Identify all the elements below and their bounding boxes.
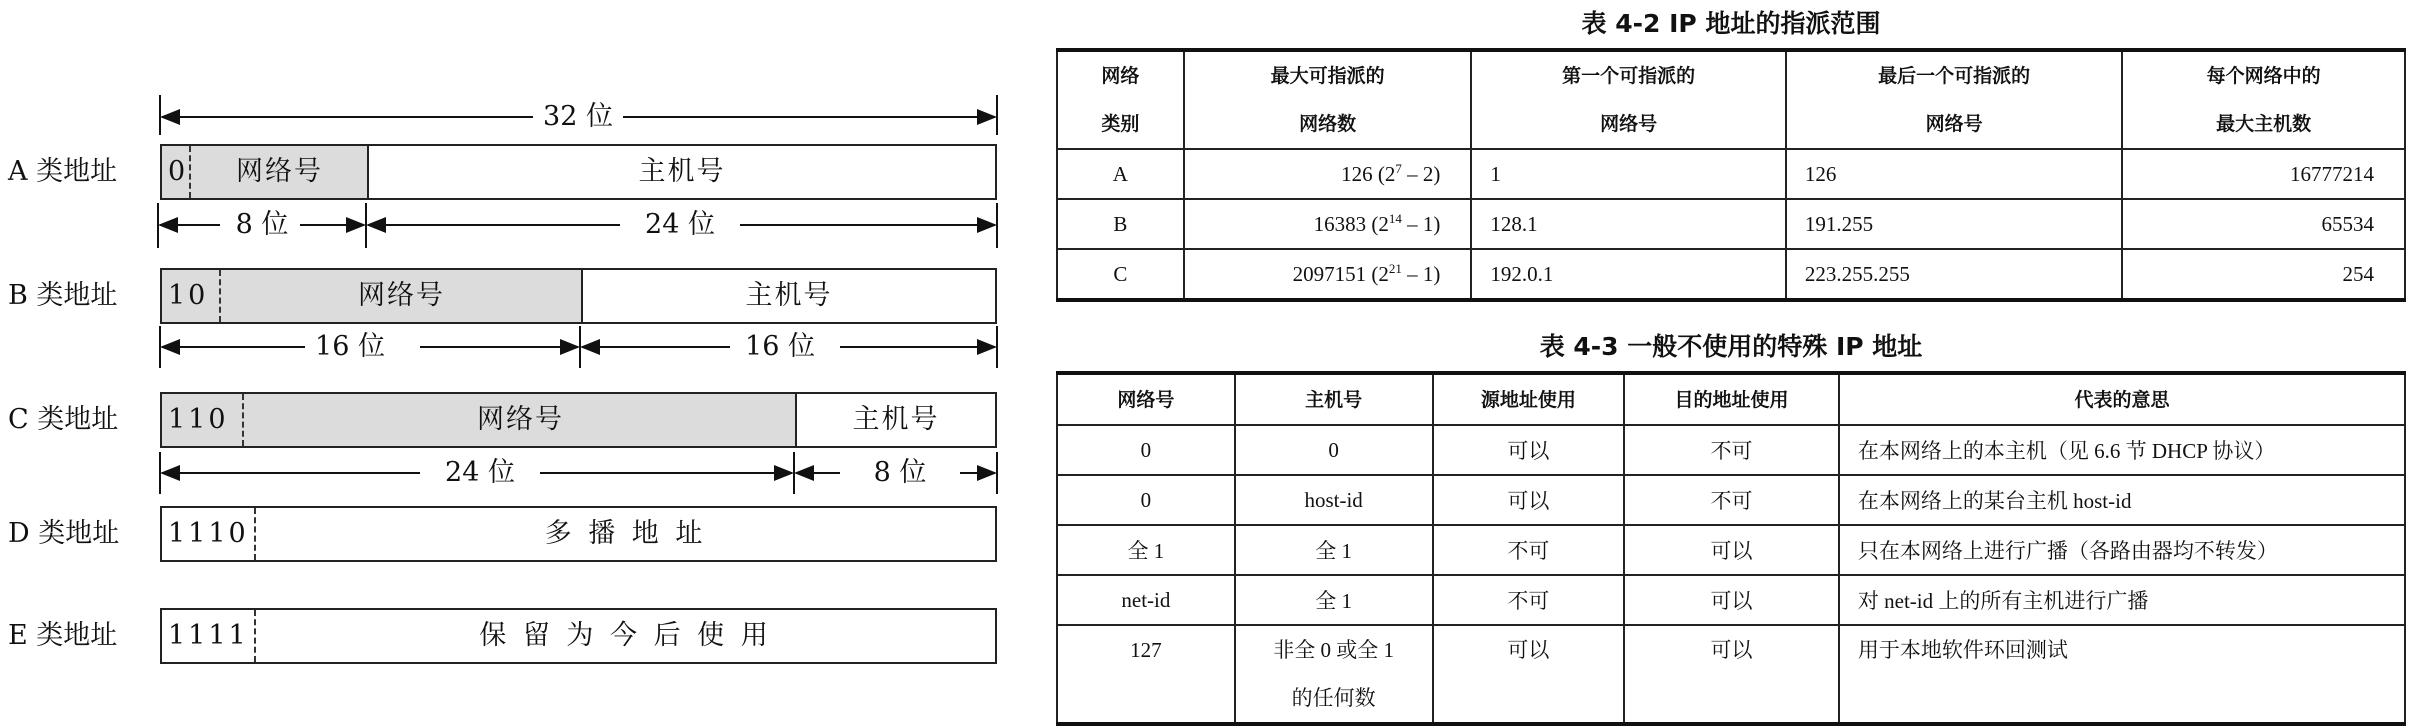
value: 16383 (2 xyxy=(1313,212,1389,236)
value: – 1) xyxy=(1401,212,1441,236)
first-network-cell: 1 xyxy=(1471,149,1785,199)
host-id-cell: 全 1 xyxy=(1235,575,1433,625)
prefix-divider xyxy=(189,146,191,198)
source-use-cell: 可以 xyxy=(1433,475,1625,525)
dest-use-cell: 可以 xyxy=(1624,575,1839,625)
net-label: 网络号 xyxy=(477,404,564,435)
header-cell xyxy=(1786,50,2123,149)
prefix-bits: 110 xyxy=(168,404,229,435)
net-id-cell: 127 xyxy=(1057,625,1235,724)
meaning-cell: 用于本地软件环回测试 xyxy=(1839,625,2405,724)
class-a-label: A 类地址 xyxy=(8,156,118,187)
table-row xyxy=(1057,149,2405,199)
header-line: 最后一个可指派的 xyxy=(1878,65,2031,87)
host-bits-label: 16 位 xyxy=(735,332,825,362)
class-cell: B xyxy=(1057,199,1184,249)
host-id-cell: 全 1 xyxy=(1235,525,1433,575)
table-row xyxy=(1057,575,2405,625)
dest-use-cell: 可以 xyxy=(1624,625,1839,724)
prefix-bits: 1111 xyxy=(168,620,249,651)
net-label: 网络号 xyxy=(358,280,445,311)
value: 2097151 (2 xyxy=(1292,262,1389,286)
first-network-cell: 192.0.1 xyxy=(1471,249,1785,300)
host-line: 非全 0 或全 1 xyxy=(1273,638,1394,662)
value: 126 (2 xyxy=(1341,162,1396,186)
source-use-cell: 不可 xyxy=(1433,525,1625,575)
net-label: 网络号 xyxy=(236,156,323,187)
meaning-cell: 对 net-id 上的所有主机进行广播 xyxy=(1839,575,2405,625)
class-d-label: D 类地址 xyxy=(8,518,120,549)
host-id-cell xyxy=(1235,625,1433,724)
table-4-2 xyxy=(1056,48,2406,302)
class-a-box xyxy=(160,144,997,200)
net-id-cell: net-id xyxy=(1057,575,1235,625)
host-bits-label: 8 位 xyxy=(864,458,937,488)
host-id-cell: host-id xyxy=(1235,475,1433,525)
value: – 1) xyxy=(1401,262,1441,286)
table-row xyxy=(1057,199,2405,249)
class-c-box xyxy=(160,392,997,448)
host-id-cell: 0 xyxy=(1235,425,1433,475)
header-line: 最大可指派的 xyxy=(1270,65,1385,87)
header-line: 类别 xyxy=(1101,113,1140,135)
net-id-cell: 0 xyxy=(1057,425,1235,475)
net-id-cell: 全 1 xyxy=(1057,525,1235,575)
table-header-row xyxy=(1057,50,2405,149)
meaning-cell: 在本网络上的本主机（见 6.6 节 DHCP 协议） xyxy=(1839,425,2405,475)
header-line: 最大主机数 xyxy=(2216,113,2312,135)
header-line: 网络号 xyxy=(1600,113,1658,135)
max-hosts-cell: 16777214 xyxy=(2122,149,2405,199)
source-use-cell: 可以 xyxy=(1433,425,1625,475)
host-line: 的任何数 xyxy=(1291,686,1376,710)
max-hosts-cell: 65534 xyxy=(2122,199,2405,249)
exponent: 21 xyxy=(1388,261,1402,276)
net-bits-label: 16 位 xyxy=(305,332,395,362)
prefix-bits: 0 xyxy=(168,156,189,187)
table-row xyxy=(1057,425,2405,475)
prefix-divider xyxy=(242,394,244,446)
header-cell: 源地址使用 xyxy=(1433,373,1625,425)
header-line: 第一个可指派的 xyxy=(1562,65,1696,87)
net-bits-label: 8 位 xyxy=(226,210,299,240)
meaning-cell: 只在本网络上进行广播（各路由器均不转发） xyxy=(1839,525,2405,575)
header-cell: 主机号 xyxy=(1235,373,1433,425)
header-cell: 目的地址使用 xyxy=(1624,373,1839,425)
max-networks-cell xyxy=(1184,199,1472,249)
header-cell xyxy=(1057,50,1184,149)
host-bits-label: 24 位 xyxy=(635,210,725,240)
table-4-3 xyxy=(1056,371,2406,726)
prefix-bits: 1110 xyxy=(168,518,249,549)
header-line: 网络数 xyxy=(1299,113,1357,135)
total-bits-label: 32 位 xyxy=(533,102,623,132)
host-label: 主机号 xyxy=(852,404,940,435)
max-hosts-cell: 254 xyxy=(2122,249,2405,300)
host-label: 主机号 xyxy=(638,156,726,187)
source-use-cell: 不可 xyxy=(1433,575,1625,625)
dest-use-cell: 不可 xyxy=(1624,425,1839,475)
header-cell: 网络号 xyxy=(1057,373,1235,425)
class-cell: A xyxy=(1057,149,1184,199)
prefix-bits: 10 xyxy=(168,280,209,311)
class-b-label: B 类地址 xyxy=(8,280,118,311)
reserved-label: 保 留 为 今 后 使 用 xyxy=(479,620,772,651)
table-header-row xyxy=(1057,373,2405,425)
meaning-cell: 在本网络上的某台主机 host-id xyxy=(1839,475,2405,525)
class-e-box xyxy=(160,608,997,664)
header-line: 每个网络中的 xyxy=(2206,65,2321,87)
class-cell: C xyxy=(1057,249,1184,300)
host-label: 主机号 xyxy=(745,280,833,311)
class-e-label: E 类地址 xyxy=(8,620,118,651)
class-c-label: C 类地址 xyxy=(8,404,119,435)
prefix-divider xyxy=(219,270,221,322)
header-cell xyxy=(1471,50,1785,149)
class-d-box xyxy=(160,506,997,562)
table-row xyxy=(1057,525,2405,575)
table-row xyxy=(1057,625,2405,724)
table-row xyxy=(1057,249,2405,300)
max-networks-cell xyxy=(1184,149,1472,199)
net-bits-label: 24 位 xyxy=(435,458,525,488)
last-network-cell: 223.255.255 xyxy=(1786,249,2123,300)
dest-use-cell: 不可 xyxy=(1624,475,1839,525)
header-cell: 代表的意思 xyxy=(1839,373,2405,425)
exponent: 7 xyxy=(1395,161,1402,176)
exponent: 14 xyxy=(1388,211,1402,226)
last-network-cell: 126 xyxy=(1786,149,2123,199)
max-networks-cell xyxy=(1184,249,1472,300)
source-use-cell: 可以 xyxy=(1433,625,1625,724)
first-network-cell: 128.1 xyxy=(1471,199,1785,249)
table-4-3-title: 表 4-3 一般不使用的特殊 IP 地址 xyxy=(1539,332,1923,361)
header-line: 网络号 xyxy=(1925,113,1983,135)
multicast-label: 多 播 地 址 xyxy=(544,518,707,549)
table-row xyxy=(1057,475,2405,525)
net-id-cell: 0 xyxy=(1057,475,1235,525)
table-4-2-title: 表 4-2 IP 地址的指派范围 xyxy=(1581,9,1881,38)
header-line: 网络 xyxy=(1101,65,1140,87)
value: – 2) xyxy=(1401,162,1441,186)
last-network-cell: 191.255 xyxy=(1786,199,2123,249)
dest-use-cell: 可以 xyxy=(1624,525,1839,575)
class-b-box xyxy=(160,268,997,324)
header-cell xyxy=(2122,50,2405,149)
header-cell xyxy=(1184,50,1472,149)
